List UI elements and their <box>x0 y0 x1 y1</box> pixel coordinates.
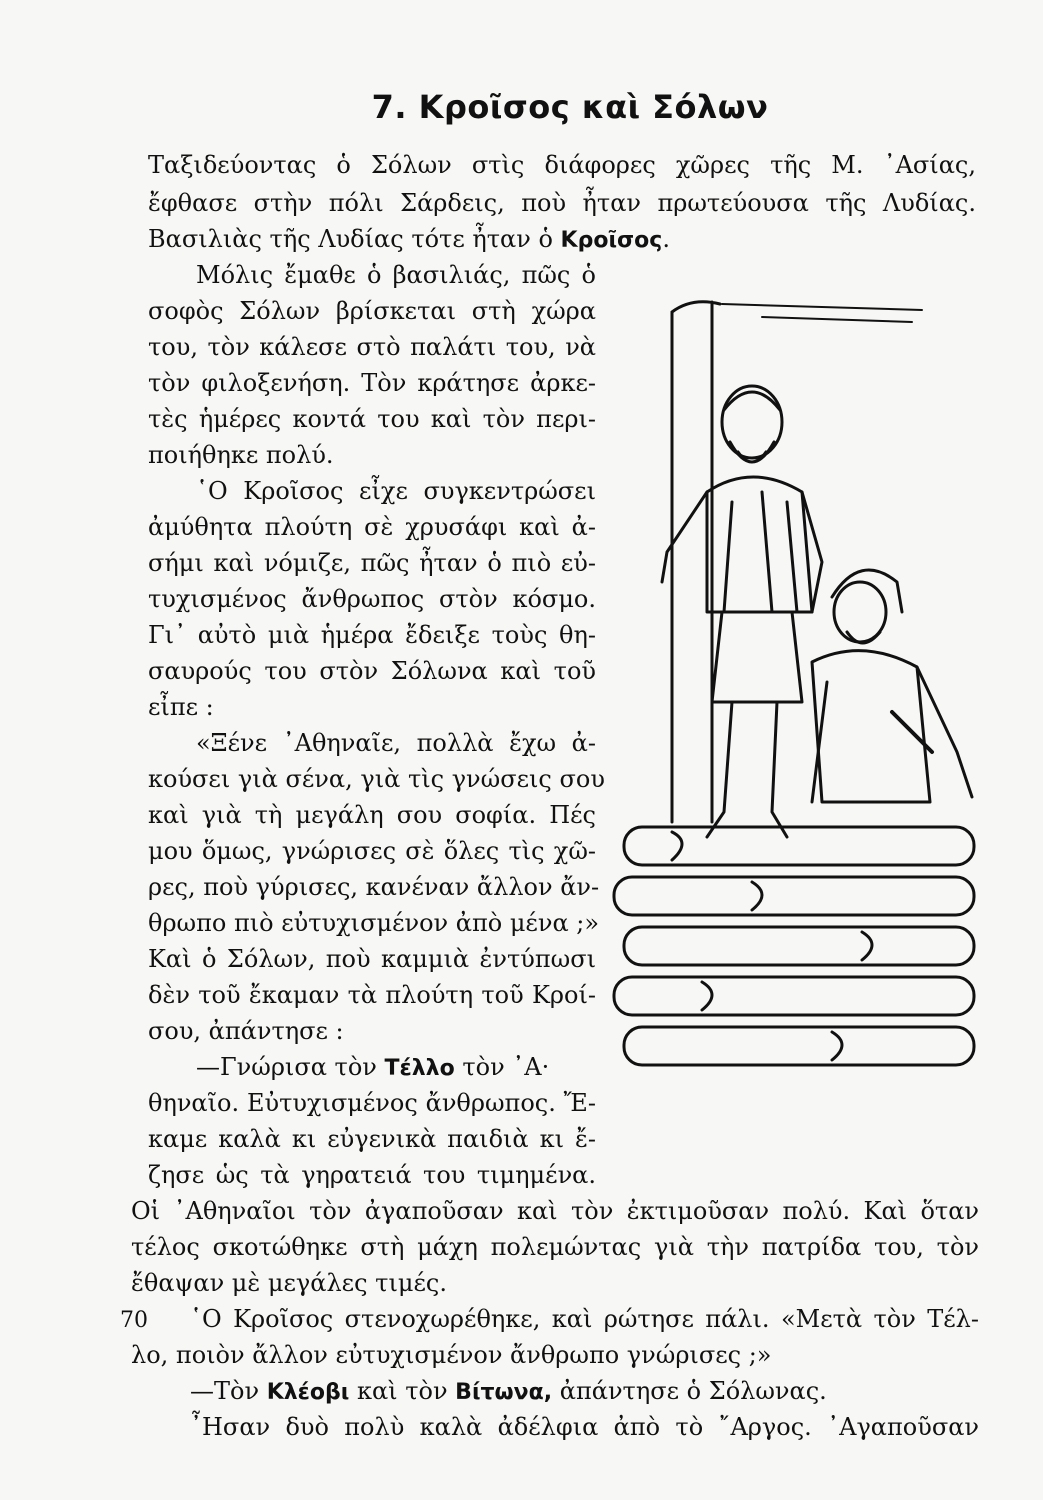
text-line: καὶ γιὰ τὴ μεγάλη σου σοφία. Πές <box>148 801 596 829</box>
text-line: σου, ἀπάντησε : <box>148 1017 344 1045</box>
croesus-legs <box>707 702 787 837</box>
text-line: ρες, ποὺ γύρισες, κανέναν ἄλλον ἄν- <box>148 873 600 901</box>
text-line: ἀμύθητα πλούτη σὲ χρυσάφι καὶ ἀ- <box>148 513 596 541</box>
text-line: ῏Ησαν δυὸ πολὺ καλὰ ἀδέλφια ἀπὸ τὸ ῎Αργος. ᾿Αγαποῦσαν <box>190 1413 979 1441</box>
text-line: ἔφθασε στὴν πόλι Σάρδεις, ποὺ ἦταν πρωτεύουσα τῆς Λυδίας. <box>148 189 976 217</box>
page-number: 70 <box>120 1308 148 1333</box>
text-line: θηναῖο. Εὐτυχισμένος ἄνθρωπος. Ἔ- <box>148 1089 596 1117</box>
text-line: καμε καλὰ κι εὐγενικὰ παιδιὰ κι ἔ- <box>148 1125 596 1153</box>
text-line: σαυρούς του στὸν Σόλωνα καὶ τοῦ <box>148 657 596 685</box>
text-line: ποιήθηκε πολύ. <box>148 441 334 469</box>
text-line: δὲν τοῦ ἔκαμαν τὰ πλούτη τοῦ Κροί- <box>148 981 596 1009</box>
text-line: σήμι καὶ νόμιζε, πῶς ἦταν ὁ πιὸ εὐ- <box>148 549 596 577</box>
text-line: Καὶ ὁ Σόλων, ποὺ καμμιὰ ἐντύπωσι <box>148 945 596 973</box>
text-line: τὲς ἡμέρες κοντά του καὶ τὸν περι- <box>148 405 596 433</box>
text-line: ῾Ο Κροῖσος στενοχωρέθηκε, καὶ ρώτησε πάλι. «Μετὰ τὸν Τέλ- <box>190 1305 979 1333</box>
croesus-head <box>722 386 782 458</box>
chapter-title: 7. Κροῖσος καὶ Σόλων <box>371 88 769 126</box>
text-line: λο, ποιὸν ἄλλον εὐτυχισμένον ἄνθρωπο γνώρισες ;» <box>131 1341 772 1369</box>
text-line: Οἱ ᾿Αθηναῖοι τὸν ἀγαποῦσαν καὶ τὸν ἐκτιμοῦσαν πολύ. Καὶ ὅταν <box>131 1197 979 1225</box>
text-line: ἔθαψαν μὲ μεγάλες τιμές. <box>131 1269 447 1297</box>
text-line: —Τὸν Κλέοβι καὶ τὸν Βίτωνα, ἀπάντησε ὁ Σόλωνας. <box>190 1377 827 1405</box>
croesus-pyre-illustration <box>612 282 984 1072</box>
bold-name: Κροῖσος <box>560 228 663 253</box>
text-line: του, τὸν κάλεσε στὸ παλάτι του, νὰ <box>148 333 596 361</box>
text-line: θρωπο πιὸ εὐτυχισμένον ἀπὸ μένα ;» <box>148 909 600 937</box>
text-line: ῾Ο Κροῖσος εἶχε συγκεντρώσει <box>196 477 596 505</box>
text-line: Μόλις ἔμαθε ὁ βασιλιάς, πῶς ὁ <box>196 261 596 289</box>
stake-post <box>672 302 720 822</box>
text-line: ζησε ὡς τὰ γηρατειά του τιμημένα. <box>148 1161 596 1189</box>
text-line: τὸν φιλοξενήση. Τὸν κράτησε ἀρκε- <box>148 369 596 397</box>
text-line: Βασιλιὰς τῆς Λυδίας τότε ἦταν ὁ Κροῖσος. <box>148 225 670 253</box>
text-line: Ταξιδεύοντας ὁ Σόλων στὶς διάφορες χῶρες τῆς Μ. ᾿Ασίας, <box>148 151 976 179</box>
text-line: «Ξένε ᾿Αθηναῖε, πολλὰ ἔχω ἀ- <box>196 729 596 757</box>
text-line: Γι᾿ αὐτὸ μιὰ ἡμέρα ἔδειξε τοὺς θη- <box>148 621 596 649</box>
pyre-logs <box>614 827 974 1065</box>
bold-name: Κλέοβι <box>266 1380 350 1405</box>
bold-name: Τέλλο <box>384 1056 455 1081</box>
text-line: μου ὅμως, γνώρισες σὲ ὅλες τὶς χῶ- <box>148 837 596 865</box>
soldier-tunic <box>812 651 930 802</box>
text-line: σοφὸς Σόλων βρίσκεται στὴ χώρα <box>148 297 596 325</box>
bold-name: Βίτωνα, <box>455 1380 553 1405</box>
text-line: κούσει γιὰ σένα, γιὰ τὶς γνώσεις σου <box>148 765 605 793</box>
text-line: τέλος σκοτώθηκε στὴ μάχη πολεμώντας γιὰ τὴν πατρίδα του, τὸν <box>131 1233 979 1261</box>
text-line: εἶπε : <box>148 693 214 721</box>
text-line: τυχισμένος ἄνθρωπος στὸν κόσμο. <box>148 585 596 613</box>
text-line: —Γνώρισα τὸν Τέλλο τὸν ᾿Α· <box>196 1053 550 1081</box>
